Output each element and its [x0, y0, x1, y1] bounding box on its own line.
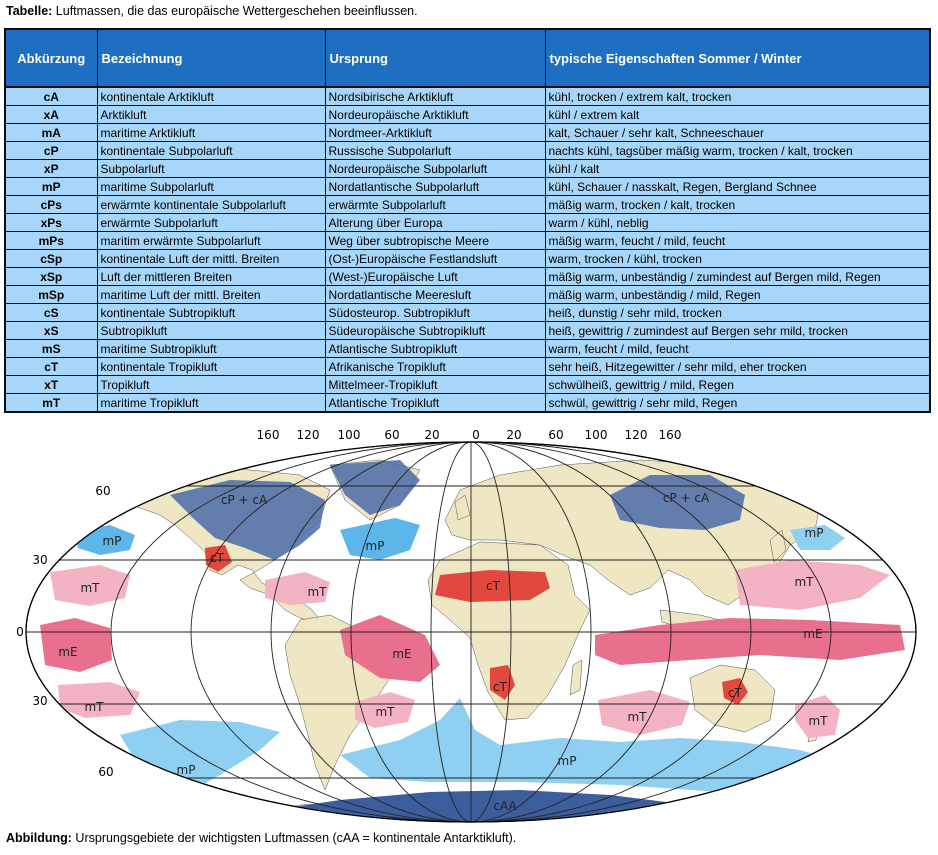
abbreviation-cell: mA — [5, 124, 97, 142]
latitude-tick-label: 0 — [16, 625, 24, 639]
designation-cell: maritim erwärmte Subpolarluft — [97, 232, 325, 250]
region-label-mt-pacific-sw: mT — [808, 714, 828, 728]
properties-cell: warm, trocken / kühl, trocken — [545, 250, 930, 268]
longitude-tick-label: 60 — [548, 428, 564, 442]
table-caption-text: Luftmassen, die das europäische Wettergeschehen beeinflussen. — [52, 4, 418, 18]
header-origin: Ursprung — [325, 29, 545, 87]
abbreviation-cell: cSp — [5, 250, 97, 268]
region-label-mp-atlantic-n: mP — [365, 539, 385, 553]
table-row — [5, 376, 930, 394]
origin-cell: (West-)Europäische Luft — [325, 268, 545, 286]
designation-cell: erwärmte Subpolarluft — [97, 214, 325, 232]
origin-cell: Nordeuropäische Arktikluft — [325, 106, 545, 124]
table-row — [5, 322, 930, 340]
designation-cell: maritime Luft der mittl. Breiten — [97, 286, 325, 304]
longitude-tick-label: 100 — [337, 428, 361, 442]
abbreviation-cell: xP — [5, 160, 97, 178]
figure-caption-text: Ursprungsgebiete der wichtigsten Luftmassen (cAA = kontinentale Antarktikluft). — [71, 831, 517, 845]
abbreviation-cell: mT — [5, 394, 97, 413]
properties-cell: mäßig warm, unbeständig / mild, Regen — [545, 286, 930, 304]
abbreviation-cell: cPs — [5, 196, 97, 214]
origin-cell: Russische Subpolarluft — [325, 142, 545, 160]
longitude-tick-label: 100 — [584, 428, 608, 442]
abbreviation-cell: xS — [5, 322, 97, 340]
properties-cell: kalt, Schauer / sehr kalt, Schneeschauer — [545, 124, 930, 142]
figure-caption — [6, 831, 516, 845]
designation-cell: Subpolarluft — [97, 160, 325, 178]
properties-cell: heiß, gewittrig / zumindest auf Bergen sehr mild, trocken — [545, 322, 930, 340]
origin-cell: Weg über subtropische Meere — [325, 232, 545, 250]
longitude-tick-label: 20 — [506, 428, 522, 442]
region-label-ct-s-africa: cT — [493, 680, 507, 694]
table-row — [5, 196, 930, 214]
abbreviation-cell: mPs — [5, 232, 97, 250]
properties-cell: nachts kühl, tagsüber mäßig warm, trocken / kalt, trocken — [545, 142, 930, 160]
properties-cell: kühl / extrem kalt — [545, 106, 930, 124]
region-label-mt-pacific-s: mT — [84, 700, 104, 714]
table-row — [5, 214, 930, 232]
region-label-ct-australia: cT — [728, 686, 742, 700]
air-mass-table — [4, 28, 931, 413]
region-label-ct-sahara: cT — [486, 579, 500, 593]
region-label-cp-ca-asia: cP + cA — [662, 491, 710, 505]
region-label-caa: cAA — [493, 799, 517, 813]
properties-cell: warm / kühl, neblig — [545, 214, 930, 232]
origin-cell: Nordsibirische Arktikluft — [325, 87, 545, 106]
properties-cell: mäßig warm, unbeständig / zumindest auf Bergen mild, Regen — [545, 268, 930, 286]
table-row — [5, 286, 930, 304]
longitude-tick-label: 20 — [424, 428, 440, 442]
origin-cell: Nordatlantische Subpolarluft — [325, 178, 545, 196]
table-header-row — [5, 29, 930, 87]
origin-cell: Atlantische Subtropikluft — [325, 340, 545, 358]
table-row — [5, 106, 930, 124]
latitude-tick-label: 60 — [98, 765, 114, 779]
properties-cell: sehr heiß, Hitzegewitter / sehr mild, eher trocken — [545, 358, 930, 376]
region-label-cp-ca-america: cP + cA — [220, 493, 268, 507]
abbreviation-cell: cA — [5, 87, 97, 106]
figure-caption-label: Abbildung: — [6, 831, 72, 845]
origin-cell: Südeuropäische Subtropikluft — [325, 322, 545, 340]
region-label-mt-pacific-n: mT — [80, 581, 100, 595]
designation-cell: Subtropikluft — [97, 322, 325, 340]
origin-cell: Mittelmeer-Tropikluft — [325, 376, 545, 394]
header-designation: Bezeichnung — [97, 29, 325, 87]
region-label-mt-indian-s: mT — [627, 710, 647, 724]
region-label-me-atlantic: mE — [392, 647, 412, 661]
designation-cell: Luft der mittleren Breiten — [97, 268, 325, 286]
abbreviation-cell: xSp — [5, 268, 97, 286]
region-label-mt-pacific-nw: mT — [794, 575, 814, 589]
table-row — [5, 358, 930, 376]
properties-cell: heiß, dunstig / sehr mild, trocken — [545, 304, 930, 322]
table-row — [5, 232, 930, 250]
designation-cell: kontinentale Subtropikluft — [97, 304, 325, 322]
origin-cell: Afrikanische Tropikluft — [325, 358, 545, 376]
latitude-tick-label: 60 — [95, 484, 111, 498]
designation-cell: kontinentale Tropikluft — [97, 358, 325, 376]
table-row — [5, 394, 930, 413]
origin-cell: Südosteurop. Subtropikluft — [325, 304, 545, 322]
region-label-mt-atlantic-s: mT — [375, 705, 395, 719]
region-label-me-pacific-e: mE — [58, 645, 78, 659]
longitude-tick-label: 120 — [624, 428, 648, 442]
table-row — [5, 160, 930, 178]
abbreviation-cell: cT — [5, 358, 97, 376]
designation-cell: maritime Arktikluft — [97, 124, 325, 142]
abbreviation-cell: xA — [5, 106, 97, 124]
designation-cell: kontinentale Subpolarluft — [97, 142, 325, 160]
table-row — [5, 250, 930, 268]
longitude-tick-label: 0 — [472, 428, 480, 442]
region-label-mp-south: mP — [176, 763, 196, 777]
region-label-me-indopacific: mE — [803, 627, 823, 641]
abbreviation-cell: xPs — [5, 214, 97, 232]
designation-cell: Tropikluft — [97, 376, 325, 394]
longitude-tick-label: 160 — [658, 428, 682, 442]
longitude-tick-label: 160 — [256, 428, 280, 442]
abbreviation-cell: mP — [5, 178, 97, 196]
table-row — [5, 340, 930, 358]
latitude-tick-label: 30 — [32, 553, 48, 567]
longitude-tick-label: 60 — [384, 428, 400, 442]
properties-cell: warm, feucht / mild, feucht — [545, 340, 930, 358]
properties-cell: schwül, gewittrig / sehr mild, Regen — [545, 394, 930, 413]
origin-cell: Alterung über Europa — [325, 214, 545, 232]
origin-cell: Nordmeer-Arktikluft — [325, 124, 545, 142]
properties-cell: schwülheiß, gewittrig / mild, Regen — [545, 376, 930, 394]
abbreviation-cell: cS — [5, 304, 97, 322]
world-air-mass-map — [0, 420, 938, 830]
table-caption — [6, 4, 418, 18]
abbreviation-cell: mSp — [5, 286, 97, 304]
region-label-mp-pacific-nw: mP — [102, 534, 122, 548]
designation-cell: kontinentale Luft der mittl. Breiten — [97, 250, 325, 268]
region-label-mp-pacific-ne: mP — [804, 526, 824, 540]
abbreviation-cell: cP — [5, 142, 97, 160]
origin-cell: Atlantische Tropikluft — [325, 394, 545, 413]
properties-cell: mäßig warm, trocken / kalt, trocken — [545, 196, 930, 214]
origin-cell: erwärmte Subpolarluft — [325, 196, 545, 214]
header-properties: typische Eigenschaften Sommer / Winter — [545, 29, 930, 87]
table-row — [5, 178, 930, 196]
designation-cell: kontinentale Arktikluft — [97, 87, 325, 106]
origin-cell: Nordeuropäische Subpolarluft — [325, 160, 545, 178]
origin-cell: (Ost-)Europäische Festlandsluft — [325, 250, 545, 268]
latitude-tick-label: 30 — [32, 694, 48, 708]
designation-cell: Arktikluft — [97, 106, 325, 124]
properties-cell: kühl, trocken / extrem kalt, trocken — [545, 87, 930, 106]
abbreviation-cell: mS — [5, 340, 97, 358]
table-row — [5, 268, 930, 286]
origin-cell: Nordatlantische Meeresluft — [325, 286, 545, 304]
table-row — [5, 87, 930, 106]
properties-cell: kühl / kalt — [545, 160, 930, 178]
abbreviation-cell: xT — [5, 376, 97, 394]
table-row — [5, 124, 930, 142]
region-label-mt-caribbean: mT — [307, 585, 327, 599]
table-caption-label: Tabelle: — [6, 4, 53, 18]
header-abbreviation: Abkürzung — [5, 29, 97, 87]
table-row — [5, 142, 930, 160]
properties-cell: kühl, Schauer / nasskalt, Regen, Bergland Schnee — [545, 178, 930, 196]
table-row — [5, 304, 930, 322]
designation-cell: maritime Subtropikluft — [97, 340, 325, 358]
designation-cell: erwärmte kontinentale Subpolarluft — [97, 196, 325, 214]
region-label-mp-south2: mP — [557, 754, 577, 768]
longitude-tick-label: 120 — [296, 428, 320, 442]
designation-cell: maritime Tropikluft — [97, 394, 325, 413]
designation-cell: maritime Subpolarluft — [97, 178, 325, 196]
properties-cell: mäßig warm, feucht / mild, feucht — [545, 232, 930, 250]
region-label-ct-america: cT — [210, 551, 224, 565]
